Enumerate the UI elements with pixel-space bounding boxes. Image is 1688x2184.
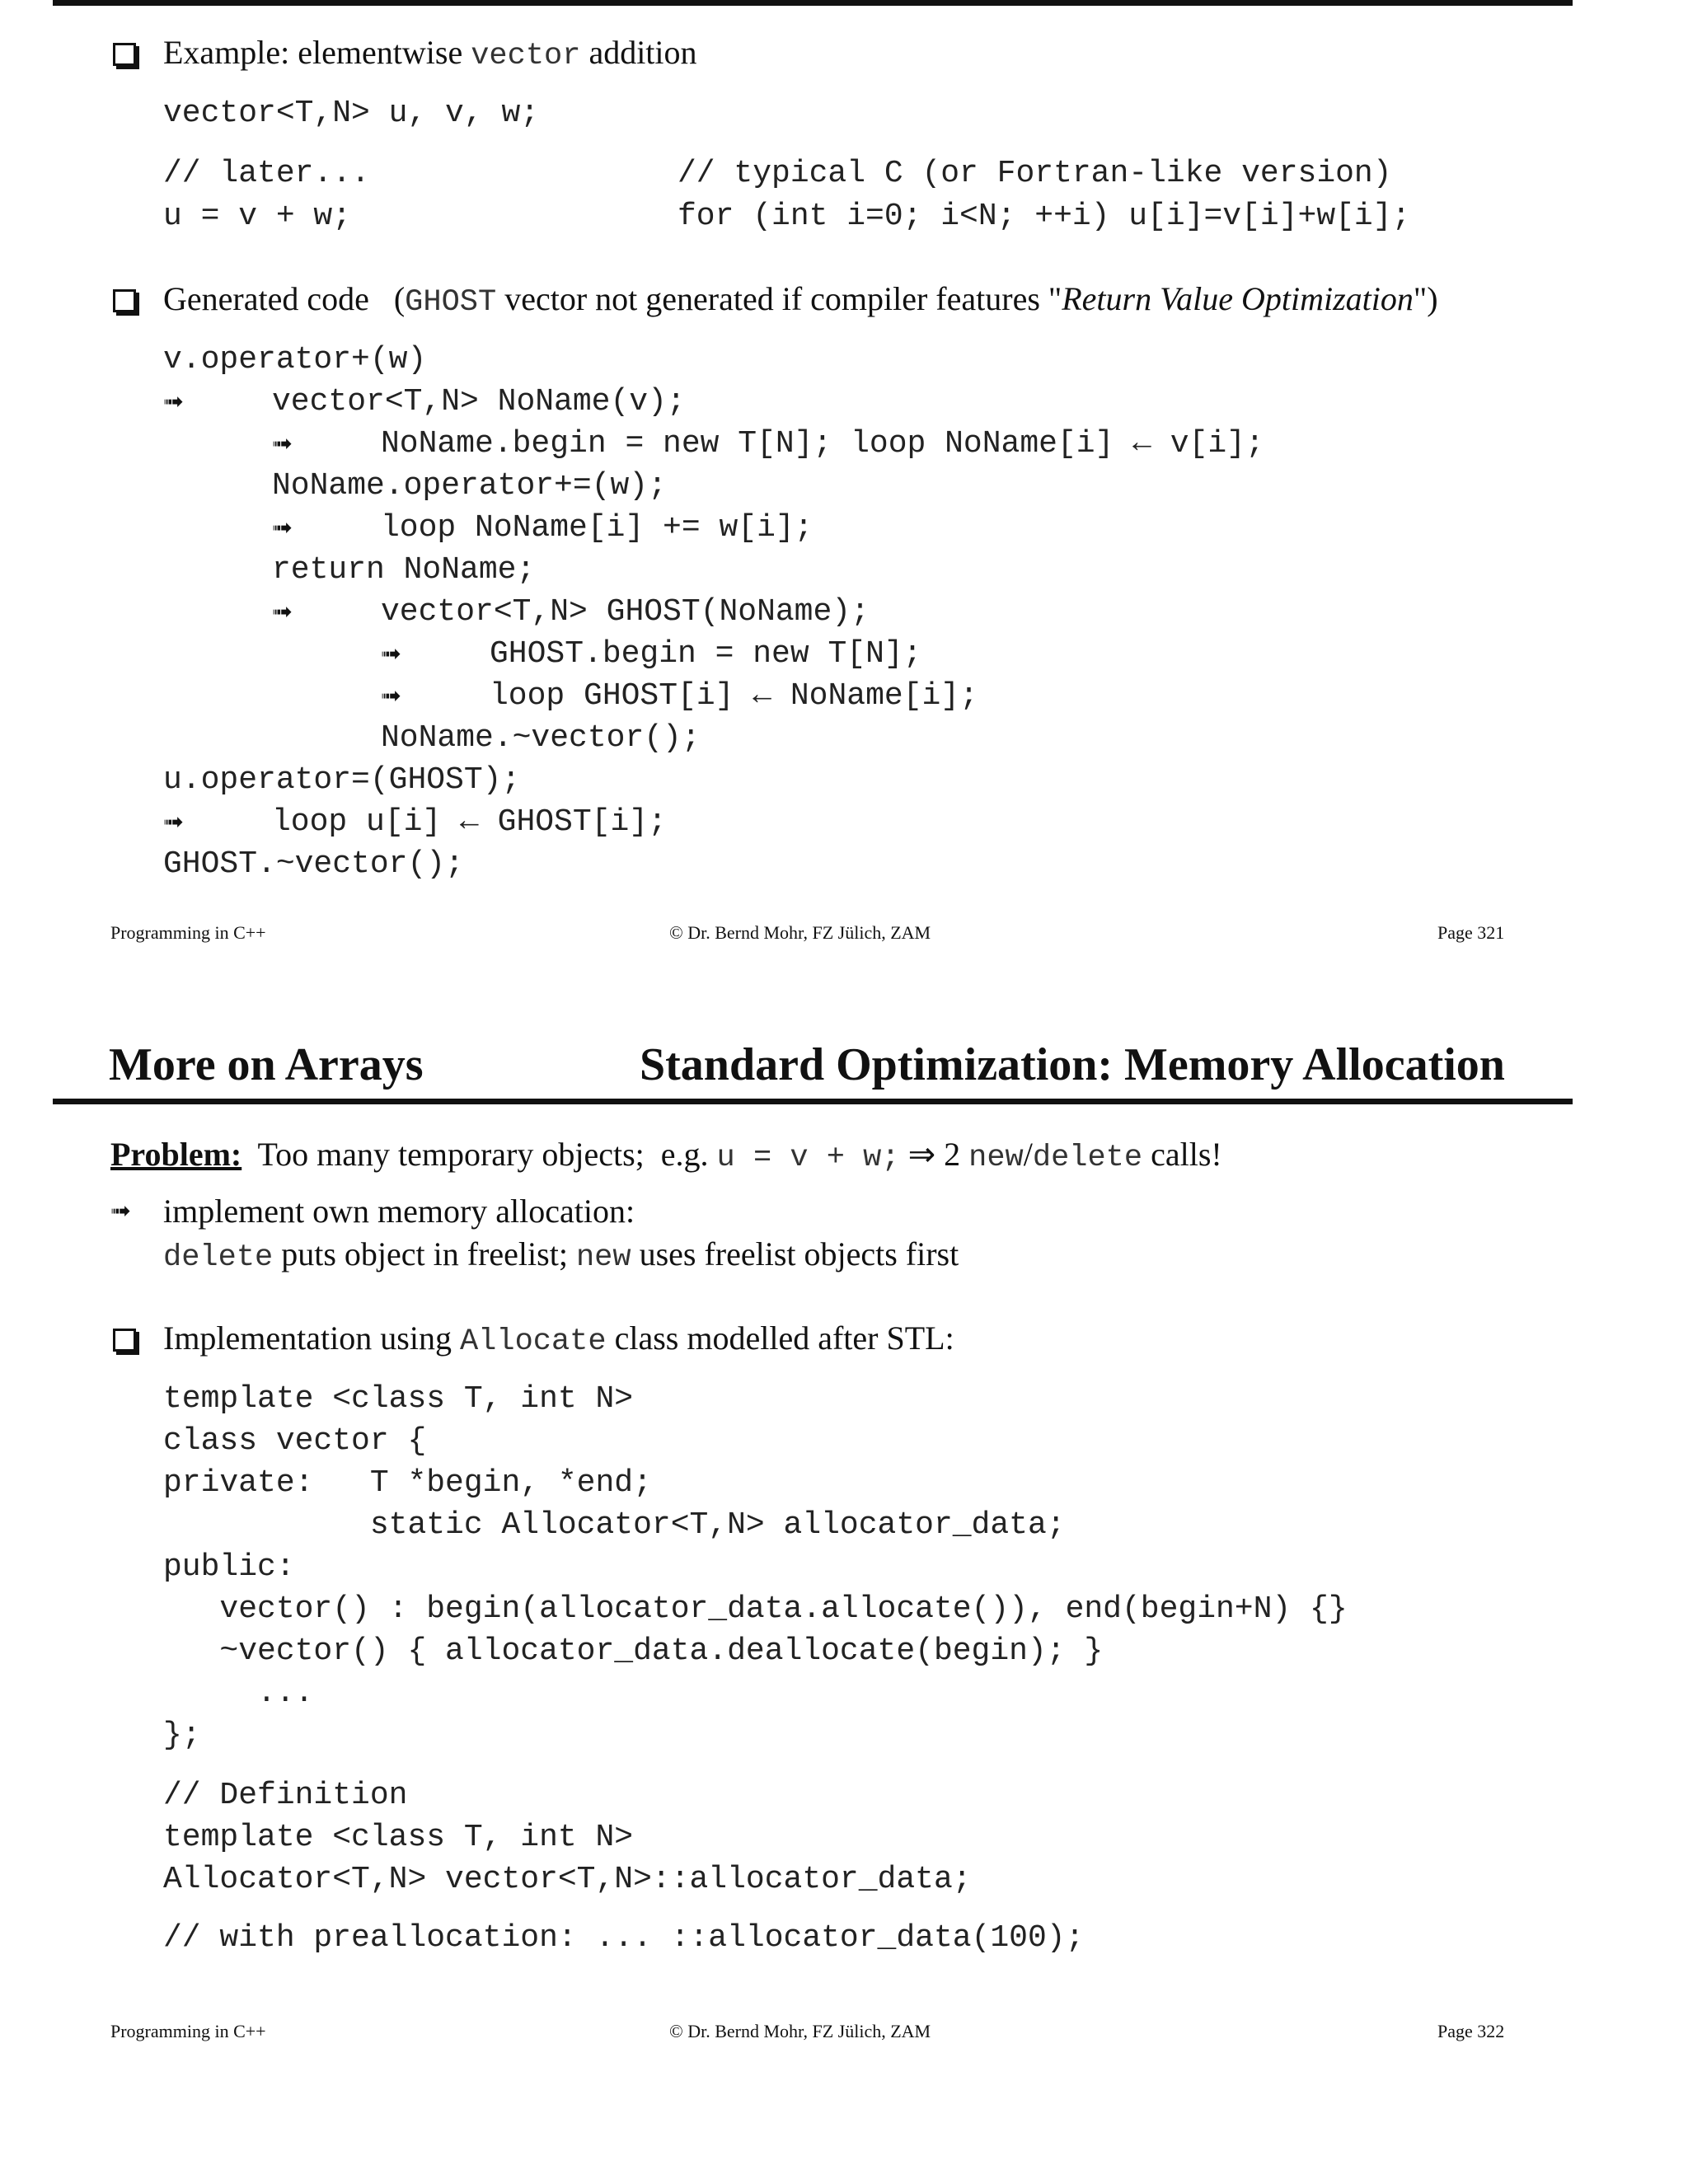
arrow-item-line1: implement own memory allocation: <box>163 1193 635 1230</box>
arrow-icon: ➟ <box>110 1197 132 1226</box>
code-line: loop NoName[i] += w[i]; <box>381 510 814 546</box>
checkbox-bullet-icon <box>113 43 136 66</box>
code-line: ~vector() { allocator_data.deallocate(begin); } <box>163 1633 1104 1669</box>
example-right-comment: // typical C (or Fortran-like version) <box>678 156 1392 191</box>
example-declaration: vector<T,N> u, v, w; <box>163 96 540 131</box>
checkbox-bullet-icon <box>113 1329 136 1352</box>
code-line: // Definition <box>163 1778 408 1813</box>
problem-statement: Problem: Too many temporary objects; e.g. u = v + w; ⇒ 2 new/delete calls! <box>110 1136 1222 1175</box>
footer-page-number: Page 321 <box>1437 922 1505 943</box>
code-line: static Allocator<T,N> allocator_data; <box>163 1507 1066 1543</box>
code-line: loop u[i] ← GHOST[i]; <box>272 804 667 840</box>
code-line: template <class T, int N> <box>163 1820 634 1855</box>
example-right-statement: for (int i=0; i<N; ++i) u[i]=v[i]+w[i]; <box>678 199 1411 234</box>
footer-copyright: © Dr. Bernd Mohr, FZ Jülich, ZAM <box>669 2021 931 2041</box>
code-line: vector() : begin(allocator_data.allocate()), end(begin+N) {} <box>163 1591 1348 1627</box>
code-line: ... <box>163 1675 314 1711</box>
code-line: public: <box>163 1549 295 1585</box>
code-line: vector<T,N> GHOST(NoName); <box>381 594 870 630</box>
code-line: GHOST.begin = new T[N]; <box>490 636 922 672</box>
code-line: Allocator<T,N> vector<T,N>::allocator_data; <box>163 1862 972 1897</box>
arrow-icon: ➟ <box>272 598 293 626</box>
code-line: template <class T, int N> <box>163 1381 634 1417</box>
code-line: NoName.begin = new T[N]; loop NoName[i] ← v[i]; <box>381 426 1264 462</box>
code-line: return NoName; <box>272 552 536 588</box>
arrow-item-line2: delete puts object in freelist; new uses freelist objects first <box>163 1235 959 1275</box>
code-line: // with preallocation: ... ::allocator_data(100); <box>163 1920 1085 1956</box>
code-line: GHOST.~vector(); <box>163 846 464 882</box>
code-line: NoName.~vector(); <box>381 720 701 756</box>
example-heading: Example: elementwise vector addition <box>163 34 697 73</box>
code-line: class vector { <box>163 1423 427 1459</box>
checkbox-bullet-icon <box>113 289 136 312</box>
code-line: v.operator+(w) <box>163 342 427 377</box>
arrow-icon: ➟ <box>381 682 402 710</box>
implementation-heading: Implementation using Allocate class modelled after STL: <box>163 1319 954 1359</box>
arrow-icon: ➟ <box>272 429 293 458</box>
code-line: private: T *begin, *end; <box>163 1465 652 1501</box>
generated-code-heading: Generated code (GHOST vector not generated if compiler features "Return Value Optimization") <box>163 280 1438 320</box>
title-rule <box>53 1099 1573 1104</box>
slide-title: Standard Optimization: Memory Allocation <box>640 1039 1505 1090</box>
footer-course-title: Programming in C++ <box>110 2021 266 2041</box>
example-left-comment: // later... <box>163 156 370 191</box>
top-rule <box>53 0 1573 6</box>
code-line: vector<T,N> NoName(v); <box>272 384 686 419</box>
section-title: More on Arrays <box>109 1039 424 1090</box>
arrow-icon: ➟ <box>272 513 293 542</box>
code-line: NoName.operator+=(w); <box>272 468 667 504</box>
footer-copyright: © Dr. Bernd Mohr, FZ Jülich, ZAM <box>669 922 931 943</box>
footer-course-title: Programming in C++ <box>110 922 266 943</box>
arrow-icon: ➟ <box>381 640 402 668</box>
code-line: u.operator=(GHOST); <box>163 762 521 798</box>
arrow-icon: ➟ <box>163 387 185 416</box>
code-line: loop GHOST[i] ← NoName[i]; <box>490 678 978 714</box>
footer-page-number: Page 322 <box>1437 2021 1505 2041</box>
example-left-statement: u = v + w; <box>163 199 352 234</box>
code-line: }; <box>163 1718 201 1753</box>
arrow-icon: ➟ <box>163 808 185 837</box>
